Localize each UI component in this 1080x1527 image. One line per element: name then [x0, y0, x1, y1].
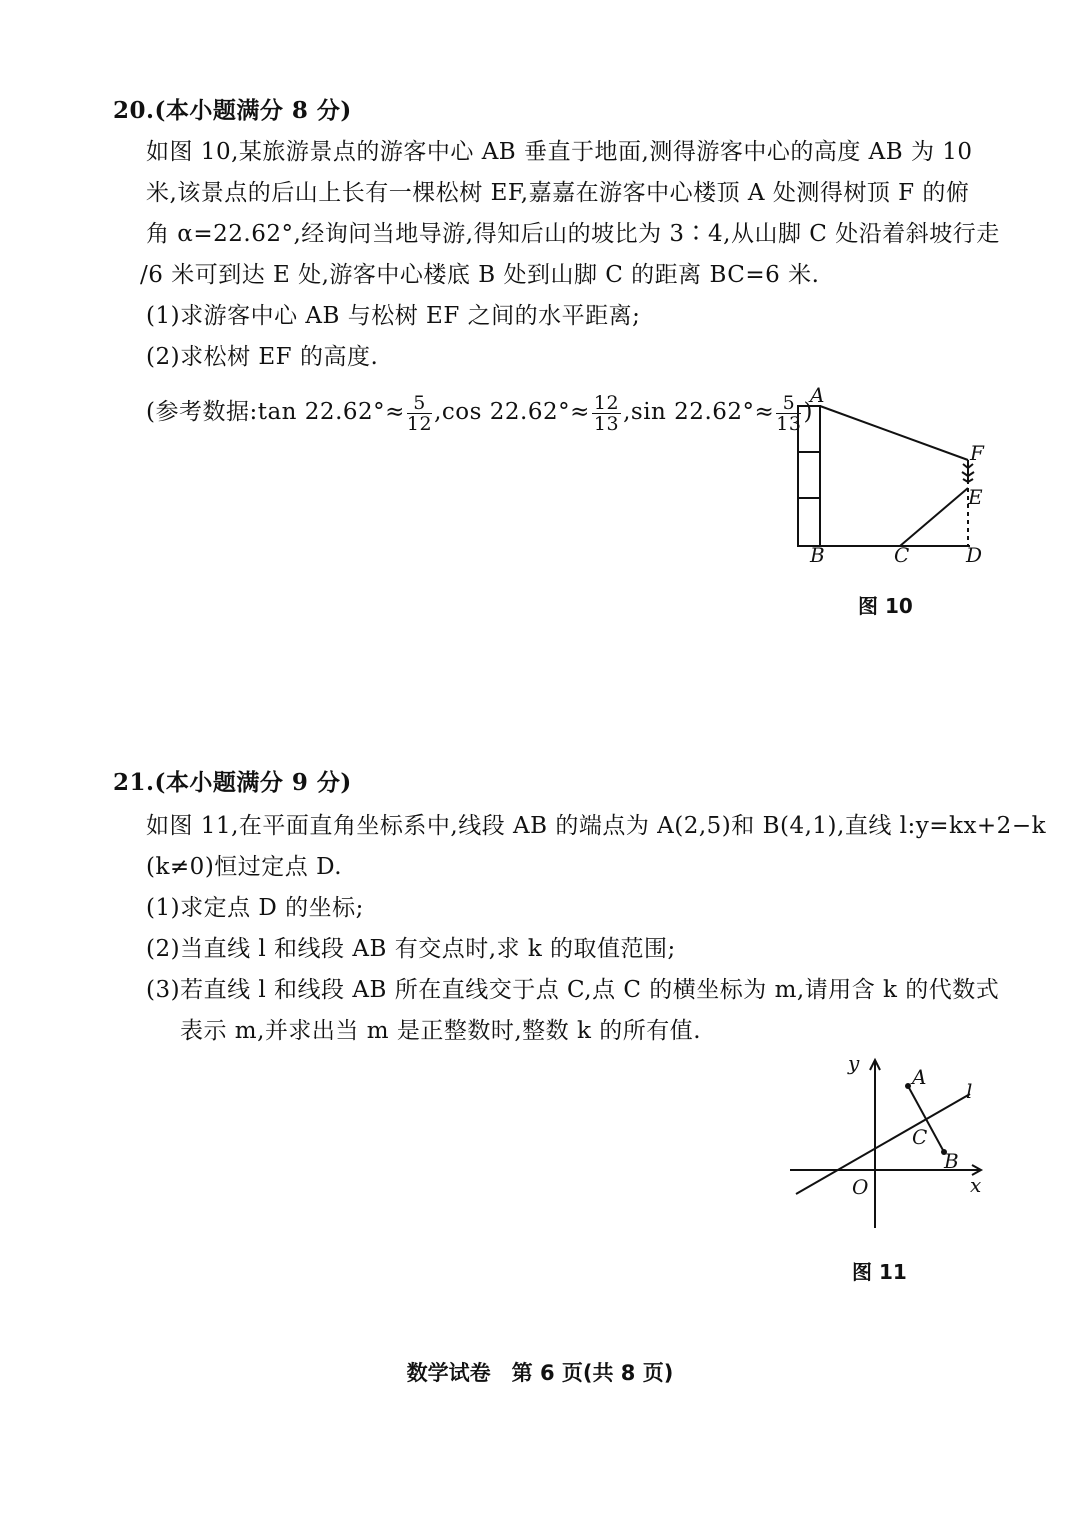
label-B: B	[810, 543, 825, 567]
point-A	[905, 1083, 911, 1089]
q20-line-2: 米,该景点的后山上长有一棵松树 EF,嘉嘉在游客中心楼顶 A 处测得树顶 F 的俯	[146, 180, 970, 206]
label-E: E	[968, 485, 983, 509]
q21-sub3-line1: (3)若直线 l 和线段 AB 所在直线交于点 C,点 C 的横坐标为 m,请用含 k 的代数式	[146, 977, 1000, 1003]
q21-sub3-line2: 表示 m,并求出当 m 是正整数时,整数 k 的所有值.	[180, 1018, 702, 1044]
q21-line-2: (k≠0)恒过定点 D.	[146, 854, 343, 880]
q21-sub2: (2)当直线 l 和线段 AB 有交点时,求 k 的取值范围;	[146, 936, 676, 962]
ref-prefix: (参考数据:tan 22.62°≈	[146, 399, 405, 425]
label-C: C	[912, 1125, 928, 1149]
label-y: y	[848, 1051, 860, 1075]
cos-numerator: 12	[593, 391, 620, 414]
cos-fraction	[592, 393, 621, 434]
label-x: x	[970, 1173, 982, 1197]
label-F: F	[970, 441, 984, 465]
ref-suffix: )	[803, 399, 813, 425]
q20-sub1: (1)求游客中心 AB 与松树 EF 之间的水平距离;	[146, 303, 641, 329]
cos-denominator: 13	[593, 412, 620, 435]
q20-line-4: /6 米可到达 E 处,游客中心楼底 B 处到山脚 C 的距离 BC=6 米.	[140, 262, 820, 288]
ref-sin-label: ,sin 22.62°≈	[623, 399, 775, 425]
label-C: C	[894, 543, 910, 567]
line-l	[796, 1094, 970, 1194]
q21-sub1: (1)求定点 D 的坐标;	[146, 895, 364, 921]
figure-11	[780, 1048, 1000, 1238]
tan-numerator: 5	[407, 393, 432, 414]
label-A: A	[912, 1065, 927, 1089]
visitor-center-building	[798, 406, 820, 546]
q20-heading: 20.(本小题满分 8 分)	[113, 97, 352, 124]
q20-line-1: 如图 10,某旅游景点的游客中心 AB 垂直于地面,测得游客中心的高度 AB 为 10	[146, 139, 973, 165]
label-l: l	[966, 1079, 973, 1103]
label-B: B	[944, 1149, 959, 1173]
figure-10	[780, 380, 1000, 570]
q21-line-1: 如图 11,在平面直角坐标系中,线段 AB 的端点为 A(2,5)和 B(4,1),直线 l:y=kx+2−k	[146, 813, 1047, 839]
figure-10-caption: 图 10	[858, 594, 913, 618]
sin-numerator: 5	[776, 393, 801, 414]
slope-line-CE	[900, 488, 968, 546]
label-A: A	[810, 383, 825, 407]
label-D: D	[966, 543, 983, 567]
sin-denominator: 13	[776, 412, 802, 435]
label-O: O	[852, 1175, 869, 1199]
page-footer: 数学试卷 第 6 页(共 8 页)	[406, 1361, 674, 1385]
q20-sub2: (2)求松树 EF 的高度.	[146, 344, 379, 370]
sight-line-AF	[820, 406, 968, 460]
figure-11-caption: 图 11	[852, 1260, 907, 1284]
tan-denominator: 12	[406, 412, 433, 435]
q20-line-3: 角 α=22.62°,经询问当地导游,得知后山的坡比为 3∶4,从山脚 C 处沿着斜坡行走	[146, 221, 1000, 247]
q20-reference-data	[146, 392, 813, 434]
q21-heading: 21.(本小题满分 9 分)	[113, 769, 352, 796]
ref-cos-label: ,cos 22.62°≈	[434, 399, 590, 425]
tan-fraction	[407, 393, 432, 434]
